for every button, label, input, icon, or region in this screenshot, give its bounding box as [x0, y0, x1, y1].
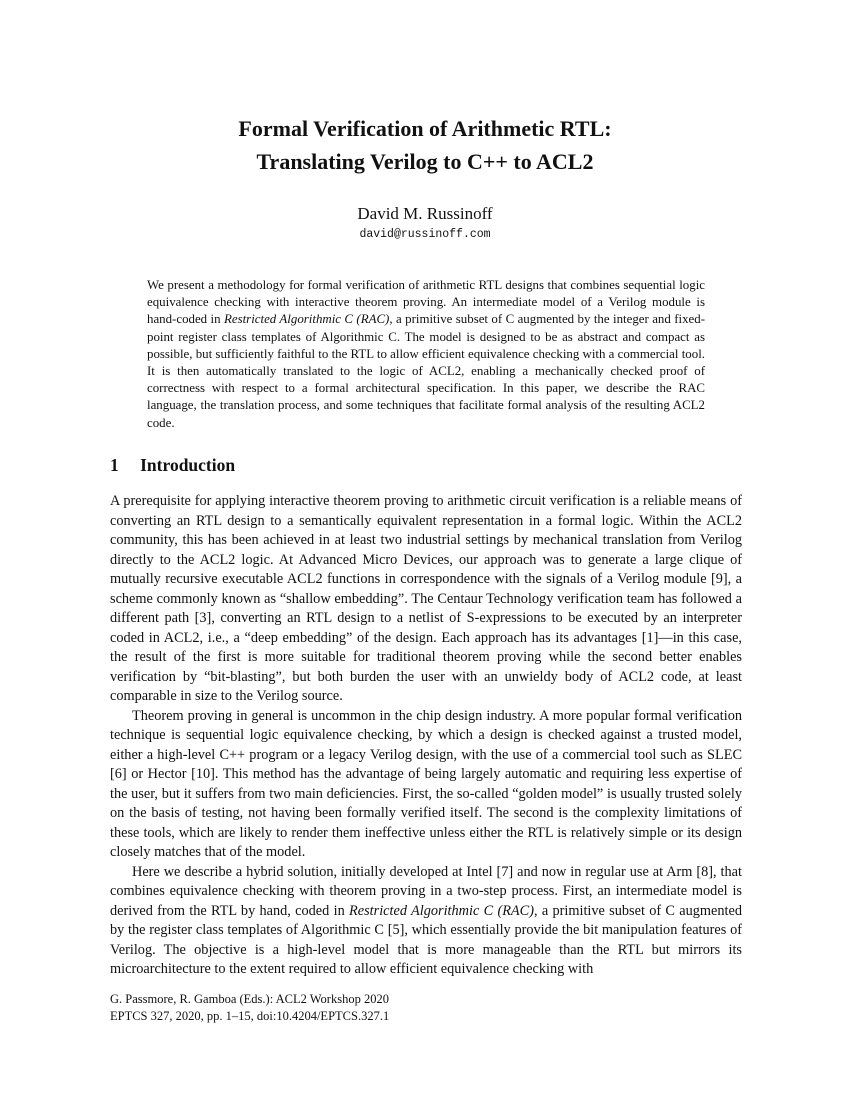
footer-line-2: EPTCS 327, 2020, pp. 1–15, doi:10.4204/EPTCS.327.1 — [110, 1009, 390, 1023]
paragraph-1: A prerequisite for applying interactive theorem proving to arithmetic circuit verification is a reliable means of converting an RTL design to a semantically equivalent representation in a formal logic. Within the ACL2 community, this has been achieved in at least two industrial settings by mechanical translation from Verilog directly to the ACL2 logic. At Advanced Micro Devices, our approach was to generate a large clique of mutually recursive executable ACL2 functions in correspondence with the signals of a Verilog module [9], a scheme commonly known as “shallow embedding”. The Centaur Technology verification team has followed a different path [3], converting an RTL design to a netlist of S-expressions to be executed by an interpreter coded in ACL2, i.e., a “deep embedding” of the design. Each approach has its advantages [1]—in this case, the result of the first is more suitable for traditional theorem proving while the second better enables verification by “bit-blasting”, but both burden the user with an unwieldy body of ACL2 code, at least comparable in size to the Verilog source. — [110, 493, 742, 704]
author-name: David M. Russinoff — [357, 204, 493, 223]
section-title: Introduction — [140, 455, 236, 475]
footer-line-1: G. Passmore, R. Gamboa (Eds.): ACL2 Workshop 2020 — [110, 992, 389, 1006]
paragraph-3: Here we describe a hybrid solution, initially developed at Intel [7] and now in regular use at Arm [8], that combines equivalence checking with theorem proving in a two-step process. First, an intermediate model is derived from the RTL by hand, coded in Restricted Algorithmic C (RAC), a primitive subset of C augmented by the register class templates of Algorithmic C [5], which essentially provide the bit manipulation features of Verilog. The objective is a high-level model that is more manageable than the RTL but mirrors its microarchitecture to the extent required to allow efficient equivalence checking with — [110, 863, 742, 977]
footer-citation — [110, 991, 389, 1025]
introduction-body — [110, 492, 742, 980]
section-number: 1 — [110, 455, 119, 475]
paper-title-line-2: Translating Verilog to C++ to ACL2 — [256, 149, 594, 174]
abstract: We present a methodology for formal verification of arithmetic RTL designs that combines sequential logic equivalence checking with interactive theorem proving. An intermediate model of a Verilog module is hand-coded in Restricted Algorithmic C (RAC), a primitive subset of C augmented by the integer and fixed-point register class templates of Algorithmic C. The model is designed to be as abstract and compact as possible, but sufficiently faithful to the RTL to allow efficient equivalence checking with a commercial tool. It is then automatically translated to the logic of ACL2, enabling a mechanically checked proof of correctness with respect to a formal architectural specification. In this paper, we describe the RAC language, the translation process, and some techniques that facilitate formal analysis of the resulting ACL2 code. — [147, 278, 705, 430]
paper-title-line-1: Formal Verification of Arithmetic RTL: — [238, 116, 612, 141]
paper-title — [0, 112, 850, 178]
paragraph-2: Theorem proving in general is uncommon in the chip design industry. A more popular formal verification technique is sequential logic equivalence checking, by which a design is checked against a trusted model, either a high-level C++ program or a legacy Verilog design, with the use of a commercial tool such as SLEC [6] or Hector [10]. This method has the advantage of being largely automatic and requiring less expertise of the user, but it suffers from two main deficiencies. First, the so-called “golden model” is usually trusted solely on the basis of testing, not having been formally verified itself. The second is the complexity limitations of these tools, which are likely to render them ineffective unless either the RTL is relatively simple or its design closely matches that of the model. — [110, 707, 742, 860]
section-heading-introduction — [110, 452, 235, 478]
author-email: david@russinoff.com — [359, 228, 491, 241]
